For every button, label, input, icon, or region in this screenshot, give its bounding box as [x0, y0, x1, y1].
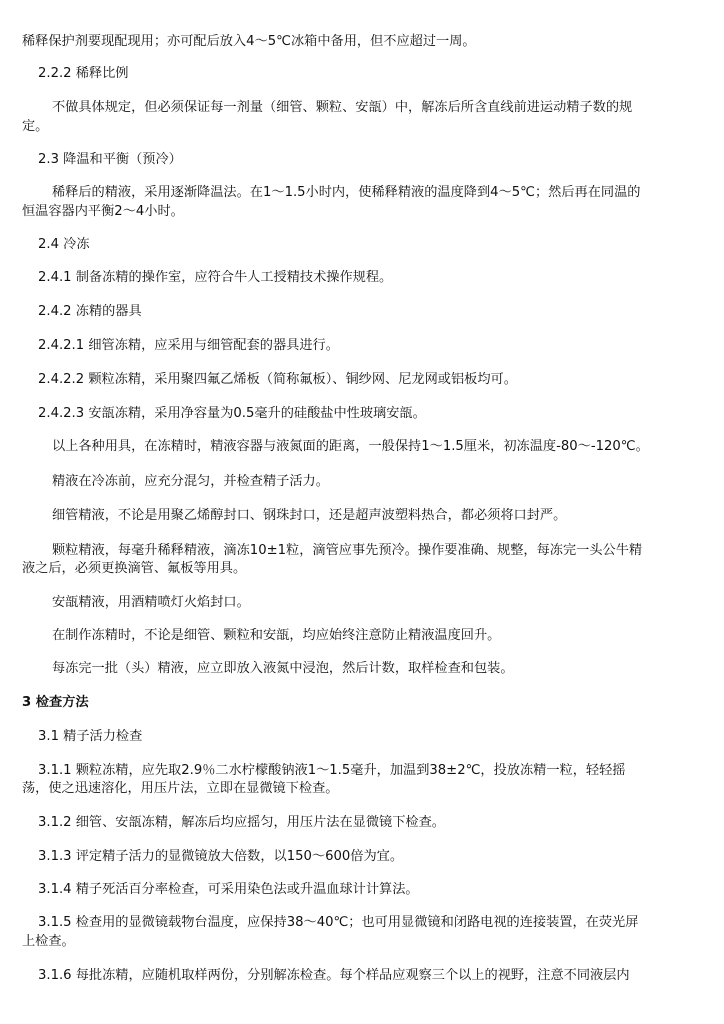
text-line: 细管精液，不论是用聚乙烯醇封口、钢珠封口，还是超声波塑料热合，都必须将口封严。	[52, 508, 567, 523]
text-line: 3.1.4 精子死活百分率检查，可采用染色法或升温血球计计算法。	[38, 882, 419, 897]
section-heading: 2.4 冷冻	[38, 237, 90, 252]
text-line: 精液在冷冻前，应充分混匀，并检查精子活力。	[52, 474, 329, 489]
section-heading: 3.1 精子活力检查	[38, 729, 143, 744]
text-line: 3.1.2 细管、安瓿冻精，解冻后均应摇匀，用压片法在显微镜下检查。	[38, 815, 445, 830]
text-line: 在制作冻精时，不论是细管、颗粒和安瓿，均应始终注意防止精液温度回升。	[52, 628, 501, 643]
text-line: 稀释后的精液，采用逐渐降温法。在1～1.5小时内，使稀释精液的温度降到4～5℃；然后再在同温的	[52, 185, 641, 200]
text-line: 2.4.2.1 细管冻精，应采用与细管配套的器具进行。	[38, 338, 339, 353]
text-line: 每冻完一批（头）精液，应立即放入液氮中浸泡，然后计数，取样检查和包装。	[52, 661, 514, 676]
text-line: 恒温容器内平衡2～4小时。	[22, 204, 184, 219]
section-heading: 2.2.2 稀释比例	[38, 66, 129, 81]
text-line: 3.1.3 评定精子活力的显微镜放大倍数，以150～600倍为宜。	[38, 849, 404, 864]
section-heading: 2.4.2 冻精的器具	[38, 304, 142, 319]
text-line: 上检查。	[22, 934, 75, 949]
text-line: 2.4.2.2 颗粒冻精，采用聚四氟乙烯板（简称氟板）、铜纱网、尼龙网或铝板均可。	[38, 372, 517, 387]
text-line: 安瓿精液，用酒精喷灯火焰封口。	[52, 595, 250, 610]
text-line: 液之后，必须更换滴管、氟板等用具。	[22, 561, 247, 576]
text-line: 颗粒精液，每毫升稀释精液，滴冻10±1粒，滴管应事先预冷。操作要准确、规整，每冻完一头公牛精	[52, 543, 643, 558]
text-line: 2.4.2.3 安瓿冻精，采用净容量为0.5毫升的硅酸盐中性玻璃安瓿。	[38, 406, 426, 421]
text-line: 2.4.1 制备冻精的操作室，应符合牛人工授精技术操作规程。	[38, 270, 393, 285]
text-line: 荡，使之迅速溶化，用压片法，立即在显微镜下检查。	[22, 781, 339, 796]
chapter-heading: 3 检查方法	[22, 695, 89, 710]
text-line: 3.1.1 颗粒冻精，应先取2.9％二水柠檬酸钠液1～1.5毫升，加温到38±2℃，投放冻精一粒，轻轻摇	[38, 763, 626, 778]
text-line: 不做具体规定，但必须保证每一剂量（细管、颗粒、安瓿）中，解冻后所含直线前进运动精子数的规	[52, 100, 633, 115]
text-line: 以上各种用具，在冻精时，精液容器与液氮面的距离，一般保持1～1.5厘米，初冻温度-80～-120℃。	[52, 439, 649, 454]
text-line: 稀释保护剂要现配现用；亦可配后放入4～5℃冰箱中备用，但不应超过一周。	[22, 34, 476, 49]
text-line: 定。	[22, 119, 49, 134]
text-line: 3.1.5 检查用的显微镜载物台温度，应保持38～40℃；也可用显微镜和闭路电视的连接装置，在荧光屏	[38, 915, 639, 930]
section-heading: 2.3 降温和平衡（预冷）	[38, 152, 182, 167]
text-line: 3.1.6 每批冻精，应随机取样两份，分别解冻检查。每个样品应观察三个以上的视野，注意不同液层内	[38, 968, 630, 983]
